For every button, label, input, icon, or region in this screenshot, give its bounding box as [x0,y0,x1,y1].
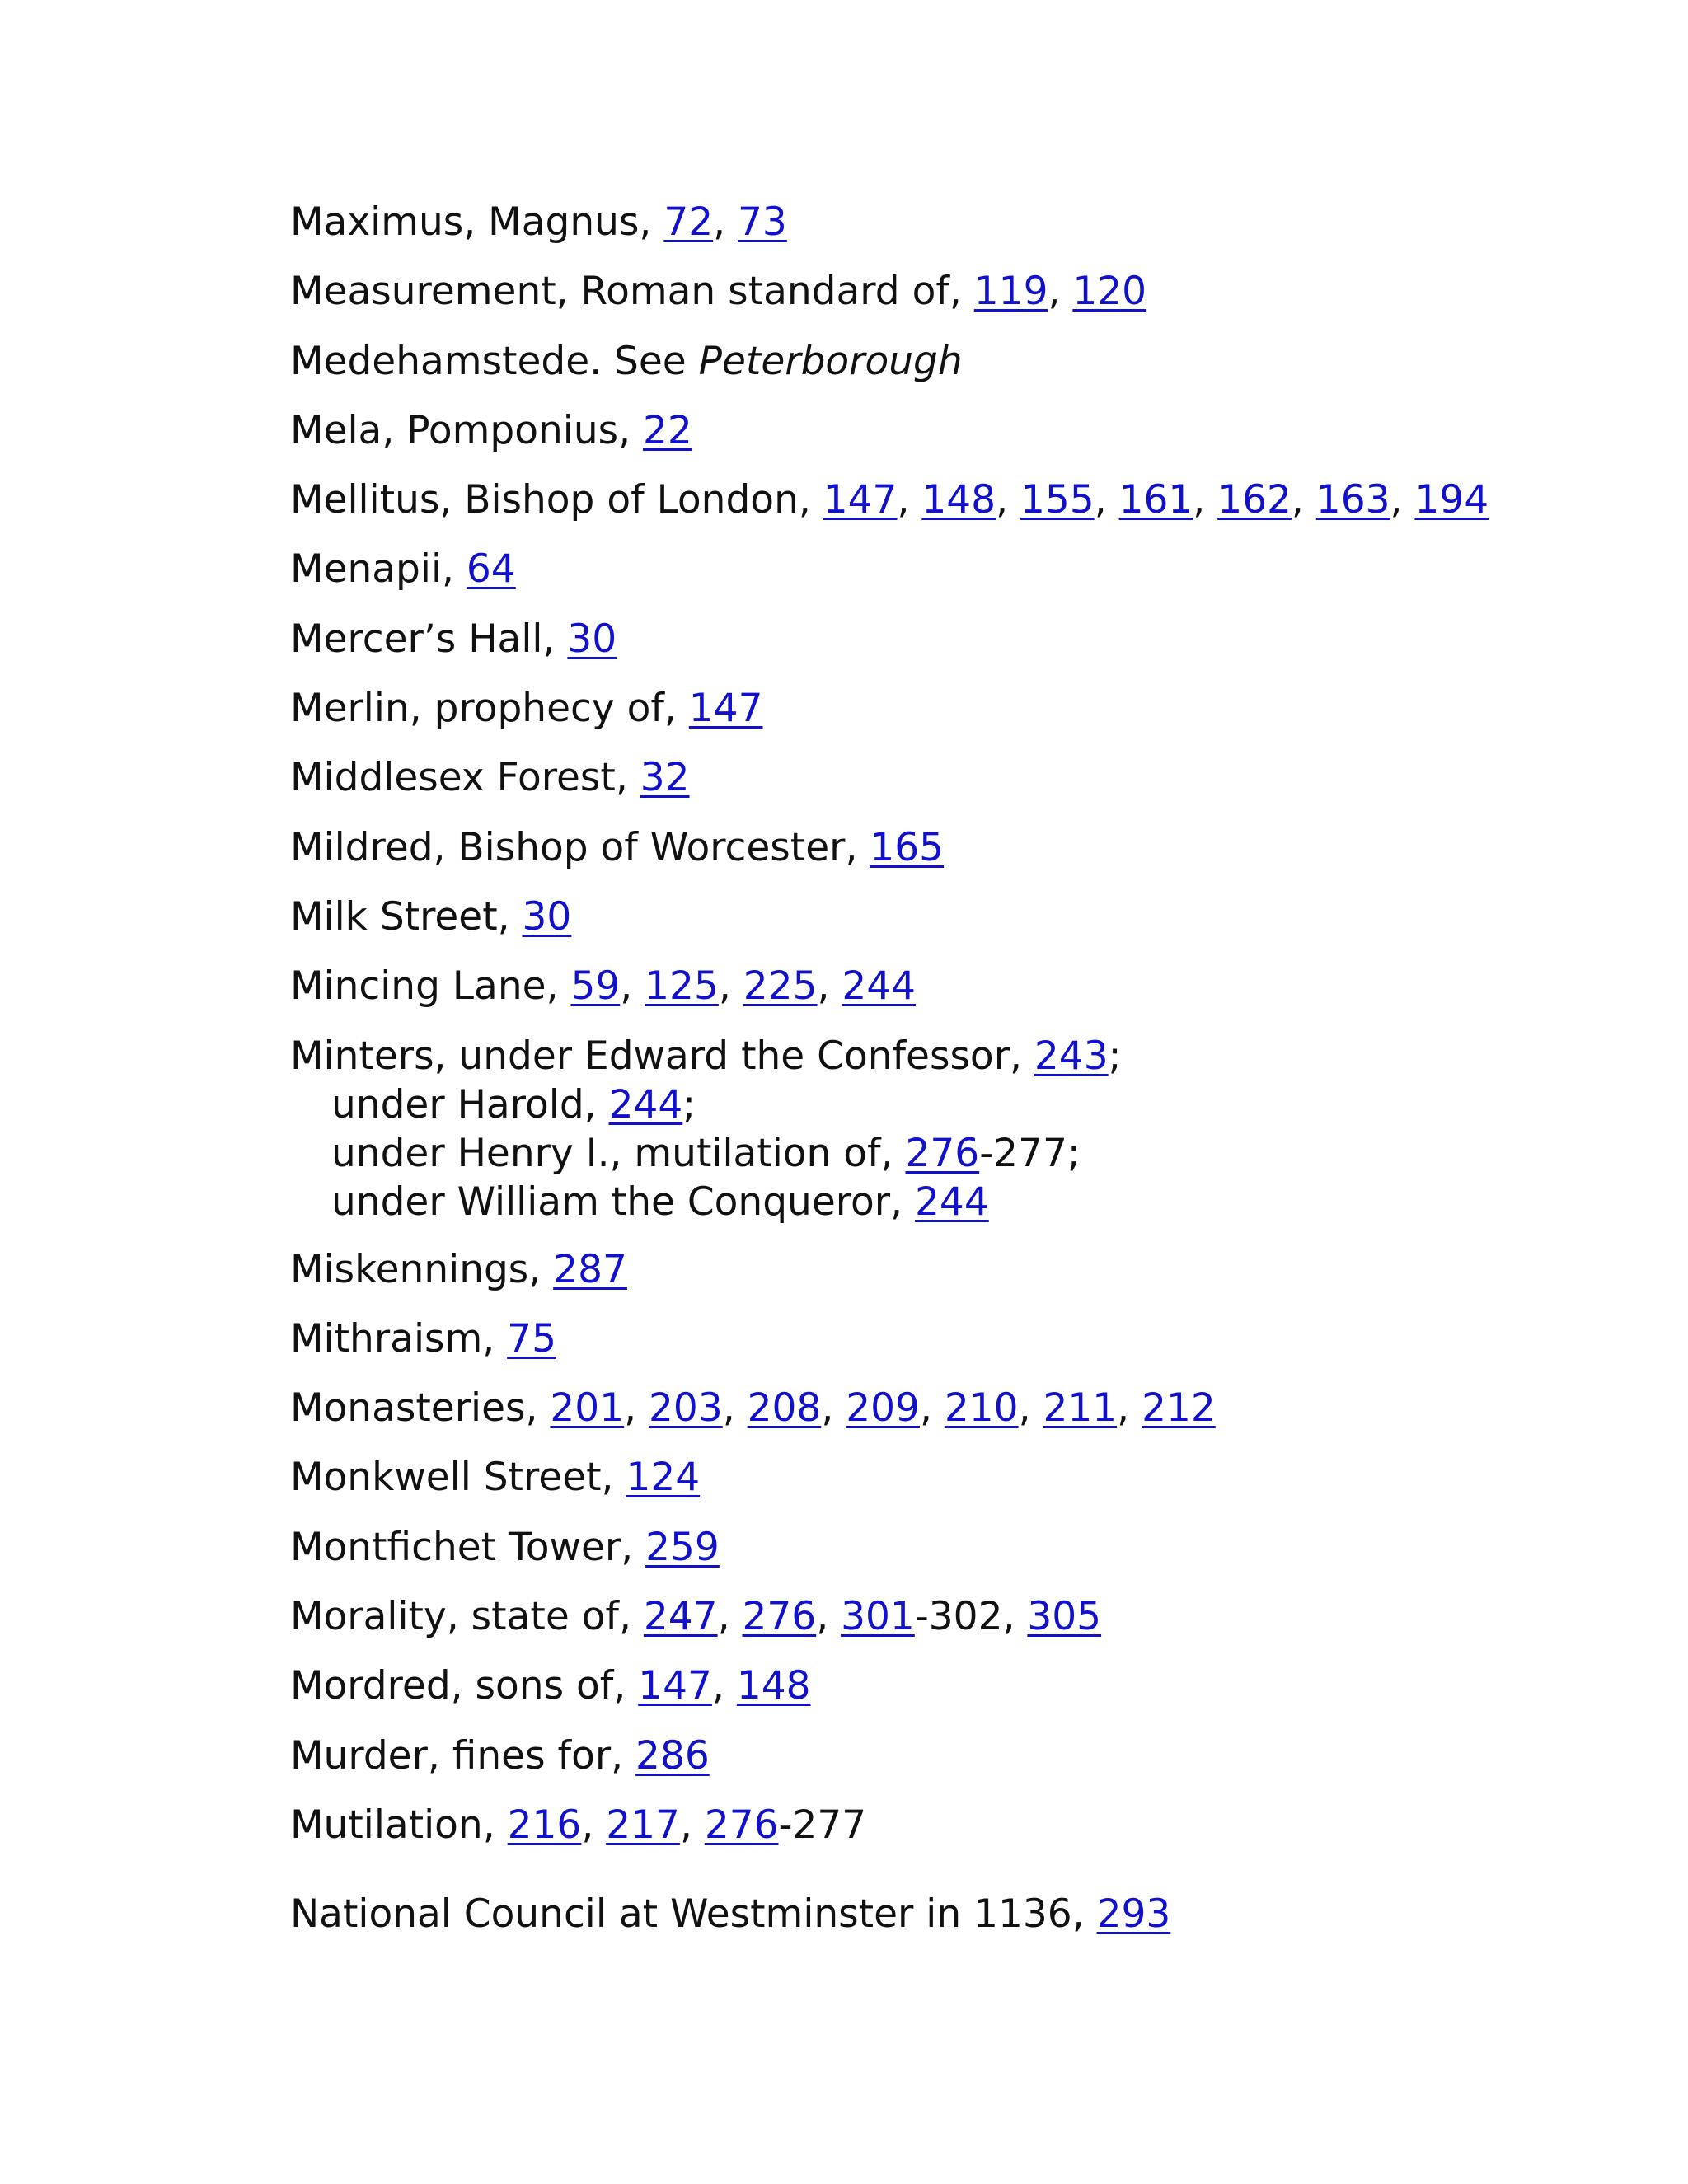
separator: , [542,616,568,662]
index-list [290,191,1576,1953]
separator: , [1010,1033,1034,1079]
page-link[interactable]: 22 [643,407,692,453]
entry-heading: Mutilation [290,1802,483,1848]
index-entry [290,1025,1576,1239]
entry-line [290,400,1576,462]
separator: , [611,1732,636,1779]
page-link[interactable]: 276 [742,1594,817,1640]
separator: , [798,477,823,523]
page-link[interactable]: 243 [1034,1033,1109,1079]
index-entry [290,191,1576,260]
separator: , [482,1315,508,1361]
index-entry [290,1794,1576,1863]
entry-line [290,1032,1576,1080]
entry-heading: Mellitus, Bishop of London [290,477,799,523]
page-link[interactable]: 217 [606,1802,680,1848]
page-link[interactable]: 194 [1414,477,1489,523]
separator: , [613,1663,639,1709]
entry-heading: Milk Street [290,893,498,940]
index-entry [290,677,1576,747]
entry-heading: Mela, Pomponius [290,407,619,453]
index-entry [290,400,1576,469]
separator: , [821,1385,846,1432]
separator: , [601,1455,626,1501]
separator: , [817,963,842,1010]
page-link[interactable]: 147 [638,1663,712,1709]
separator: , [890,1179,916,1225]
index-entry [290,330,1576,400]
page-link[interactable]: 211 [1043,1385,1118,1432]
index-entry [290,260,1576,330]
page-link[interactable]: 155 [1020,477,1095,523]
entry-heading: Merlin, prophecy of [290,686,664,732]
page-link[interactable]: 72 [663,199,714,245]
page-link[interactable]: 286 [635,1732,710,1779]
page-link[interactable]: 247 [643,1594,718,1640]
entry-line [290,1586,1576,1648]
separator: , [442,546,467,593]
index-entry [290,1883,1576,1952]
page-link[interactable]: 125 [645,963,719,1010]
page-link[interactable]: 75 [507,1315,556,1361]
page-link[interactable]: 244 [608,1081,683,1127]
page-link[interactable]: 32 [640,755,690,801]
page-link[interactable]: 305 [1027,1594,1102,1640]
page-link[interactable]: 119 [973,269,1048,315]
entry-line [290,886,1576,949]
entry-heading: Mincing Lane [290,963,546,1010]
separator: , [679,1802,705,1848]
entry-line [290,260,1576,323]
entry-heading: Measurement, Roman standard of [290,269,950,315]
separator: , [624,1385,649,1432]
separator: , [1193,477,1218,523]
separator: , [639,199,664,245]
page-link[interactable]: 208 [747,1385,822,1432]
page-link[interactable]: 209 [846,1385,920,1432]
entry-heading: Minters, under Edward the Confessor [290,1033,1010,1079]
entry-heading: Morality, state of [290,1594,619,1640]
separator: , [546,963,571,1010]
entry-heading: Middlesex Forest [290,755,616,801]
page-link[interactable]: 301 [841,1594,915,1640]
index-entry [290,955,1576,1024]
separator: , [1117,1385,1142,1432]
page-link[interactable]: 147 [823,477,898,523]
page-suffix: ; [682,1081,696,1127]
entry-line [290,1377,1576,1440]
entry-line [290,469,1576,532]
separator: , [663,686,689,732]
entry-heading: Montfichet Tower [290,1524,621,1570]
index-entry [290,1655,1576,1724]
index-entry [290,1377,1576,1446]
page-link[interactable]: 201 [550,1385,625,1432]
index-entry [290,608,1576,677]
entry-line [290,1794,1576,1857]
page-link[interactable]: 244 [842,963,917,1010]
separator: , [497,893,523,940]
separator: , [482,1802,508,1848]
entry-line [290,1655,1576,1718]
entry-heading: Mercer’s Hall [290,616,543,662]
entry-line [290,677,1576,740]
separator: , [919,1385,945,1432]
index-entry [290,1308,1576,1377]
separator: , [897,477,922,523]
entry-heading: Monkwell Street [290,1455,602,1501]
separator: , [949,269,974,315]
sub-entry [290,1080,1576,1129]
page-link[interactable]: 216 [507,1802,582,1848]
sub-entry-text: under Henry I., mutilation of [331,1130,881,1176]
entry-line [290,191,1576,254]
separator: , [718,963,743,1010]
page-link[interactable]: 210 [944,1385,1019,1432]
see-reference: Peterborough [698,338,963,384]
separator: , [615,755,640,801]
separator: , [1094,477,1119,523]
page-suffix: -302 [914,1594,1003,1640]
separator: , [711,1663,737,1709]
page-link[interactable]: 212 [1142,1385,1216,1432]
entry-line [290,330,1576,393]
page-link[interactable]: 276 [905,1130,980,1176]
index-entry [290,1586,1576,1655]
separator: , [996,477,1020,523]
separator: , [618,407,644,453]
page-link[interactable]: 165 [870,824,945,870]
separator: , [816,1594,842,1640]
index-entry [290,817,1576,886]
separator: , [1018,1385,1043,1432]
page-link[interactable]: 124 [626,1455,701,1501]
entry-line [290,1883,1576,1946]
index-entry [290,1239,1576,1308]
separator: , [880,1130,906,1176]
entry-heading: Medehamstede. See [290,338,699,384]
entry-line [290,1516,1576,1579]
page-link[interactable]: 293 [1096,1891,1171,1938]
page-link[interactable]: 30 [522,893,572,940]
page-link[interactable]: 73 [738,199,787,245]
page-link[interactable]: 244 [915,1179,989,1225]
page-link[interactable]: 148 [921,477,996,523]
separator: , [1390,477,1415,523]
separator: , [1071,1891,1097,1938]
page-suffix: ; [1108,1033,1122,1079]
page-link[interactable]: 276 [704,1802,779,1848]
index-entry [290,886,1576,955]
index-entry [290,747,1576,816]
separator: , [528,1246,554,1292]
sub-entry-text: under William the Conqueror [331,1179,891,1225]
entry-line [290,1308,1576,1371]
sub-entry [290,1178,1576,1226]
page-link[interactable]: 259 [645,1524,720,1570]
entry-heading: Maximus, Magnus [290,199,640,245]
separator: , [1002,1594,1028,1640]
sub-entry [290,1129,1576,1178]
entry-line [290,1725,1576,1788]
page-link[interactable]: 30 [567,616,617,662]
page-link[interactable]: 287 [553,1246,627,1292]
separator: , [525,1385,551,1432]
entry-heading: Menapii [290,546,443,593]
page-link[interactable]: 148 [736,1663,811,1709]
entry-line [290,538,1576,601]
page-link[interactable]: 162 [1217,477,1292,523]
page-link[interactable]: 203 [649,1385,723,1432]
index-entry [290,1446,1576,1516]
entry-line [290,1239,1576,1301]
entry-heading: Monasteries [290,1385,526,1432]
page-link[interactable]: 161 [1118,477,1193,523]
entry-line [290,608,1576,671]
page-link[interactable]: 59 [570,963,621,1010]
separator: , [621,1524,646,1570]
separator: , [1048,269,1073,315]
page-link[interactable]: 120 [1072,269,1147,315]
page-suffix: -277; [979,1130,1081,1176]
entry-heading: National Council at Westminster in 1136 [290,1891,1072,1938]
page-link[interactable]: 64 [466,546,516,593]
index-entry [290,469,1576,538]
separator: , [713,199,738,245]
page-link[interactable]: 163 [1315,477,1390,523]
page-link[interactable]: 225 [743,963,818,1010]
separator: , [618,1594,644,1640]
index-entry [290,538,1576,607]
separator: , [584,1081,609,1127]
sub-entry-text: under Harold [331,1081,584,1127]
separator: , [620,963,645,1010]
entry-heading: Murder, fines for [290,1732,612,1779]
entry-line [290,1446,1576,1509]
separator: , [722,1385,748,1432]
index-entry [290,1516,1576,1586]
page-link[interactable]: 147 [688,686,763,732]
entry-line [290,747,1576,809]
separator: , [717,1594,743,1640]
separator: , [845,824,870,870]
entry-line [290,817,1576,879]
entry-heading: Mordred, sons of [290,1663,614,1709]
separator: , [1291,477,1316,523]
entry-heading: Mildred, Bishop of Worcester [290,824,846,870]
page-suffix: -277 [778,1802,867,1848]
entry-line [290,955,1576,1018]
index-entry [290,1725,1576,1794]
entry-heading: Mithraism [290,1315,483,1361]
separator: , [581,1802,607,1848]
entry-heading: Miskennings [290,1246,529,1292]
